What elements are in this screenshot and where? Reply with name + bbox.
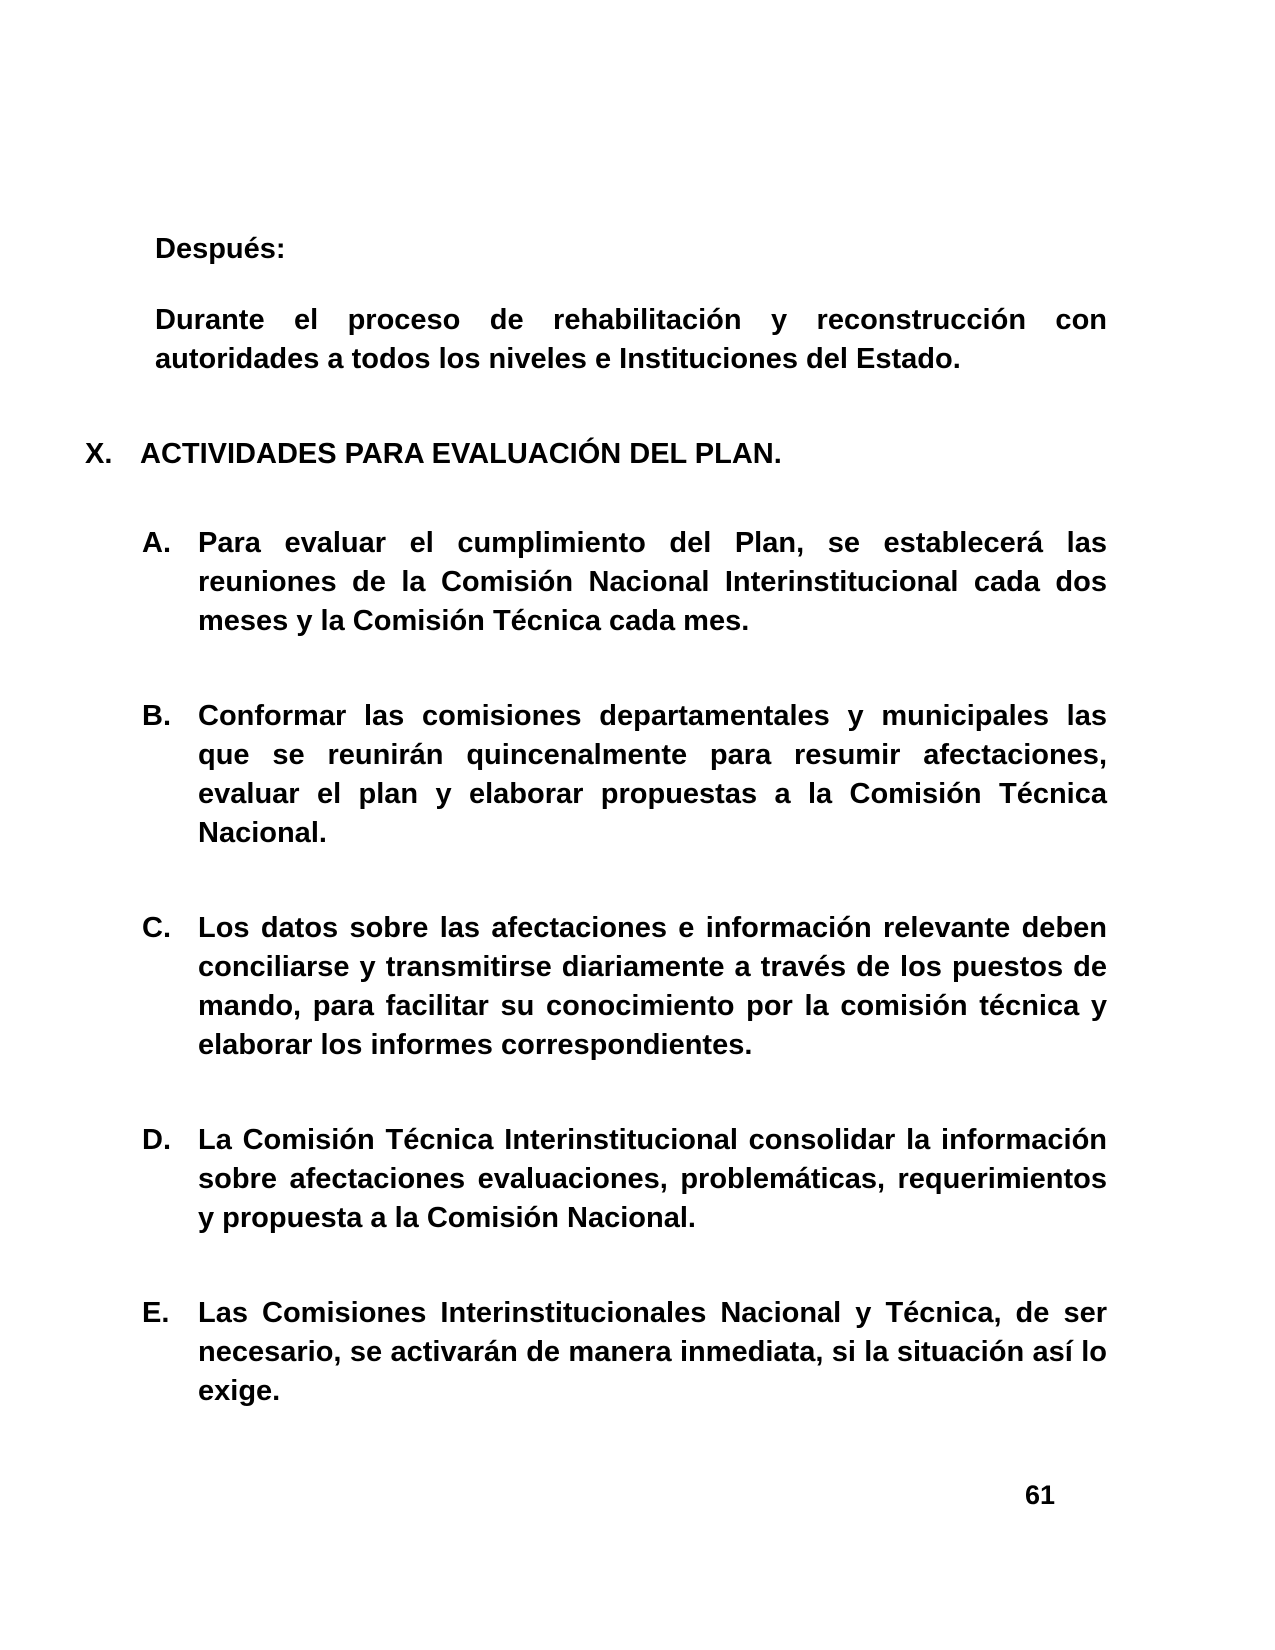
list-item-a — [142, 524, 1107, 641]
list-item-text: Las Comisiones Interinstitucionales Nacional y Técnica, de ser necesario, se activarán de manera inmediata, si la situación así lo exige. — [198, 1297, 1107, 1407]
despues-paragraph: Durante el proceso de rehabilitación y reconstrucción con autoridades a todos los niveles e Instituciones del Estado. — [155, 304, 1107, 375]
list-item-text: Conformar las comisiones departamentales y municipales las que se reunirán quincenalmente para resumir afectaciones, evaluar el plan y elaborar propuestas a la Comisión Técnica Nacional. — [198, 700, 1107, 849]
list-item-e — [142, 1294, 1107, 1411]
list-item-text: Para evaluar el cumplimiento del Plan, se establecerá las reuniones de la Comisión Nacional Interinstitucional cada dos meses y la Comisión Técnica cada mes. — [198, 527, 1107, 637]
section-heading-number: X. — [85, 438, 113, 470]
despues-label: Después: — [155, 233, 286, 265]
list-item-letter: A. — [142, 527, 171, 559]
list-item-text: La Comisión Técnica Interinstitucional consolidar la información sobre afectaciones evaluaciones, problemáticas, requerimientos y propuesta a la Comisión Nacional. — [198, 1124, 1107, 1234]
list-item-letter: E. — [142, 1297, 170, 1329]
items-list — [85, 524, 1107, 1411]
section-heading-title: ACTIVIDADES PARA EVALUACIÓN DEL PLAN. — [140, 438, 782, 470]
despues-section — [155, 230, 1107, 379]
page-number: 61 — [1025, 1480, 1056, 1510]
list-item-d — [142, 1121, 1107, 1238]
list-item-letter: D. — [142, 1124, 171, 1156]
list-item-text: Los datos sobre las afectaciones e información relevante deben conciliarse y transmitirse diariamente a través de los puestos de mando, para facilitar su conocimiento por la comisión técnica y elaborar los informes correspondientes. — [198, 912, 1107, 1061]
list-item-b — [142, 697, 1107, 853]
page-content — [85, 230, 1107, 1411]
list-item-letter: B. — [142, 700, 171, 732]
section-heading — [85, 435, 1107, 474]
list-item-c — [142, 909, 1107, 1065]
list-item-letter: C. — [142, 912, 171, 944]
